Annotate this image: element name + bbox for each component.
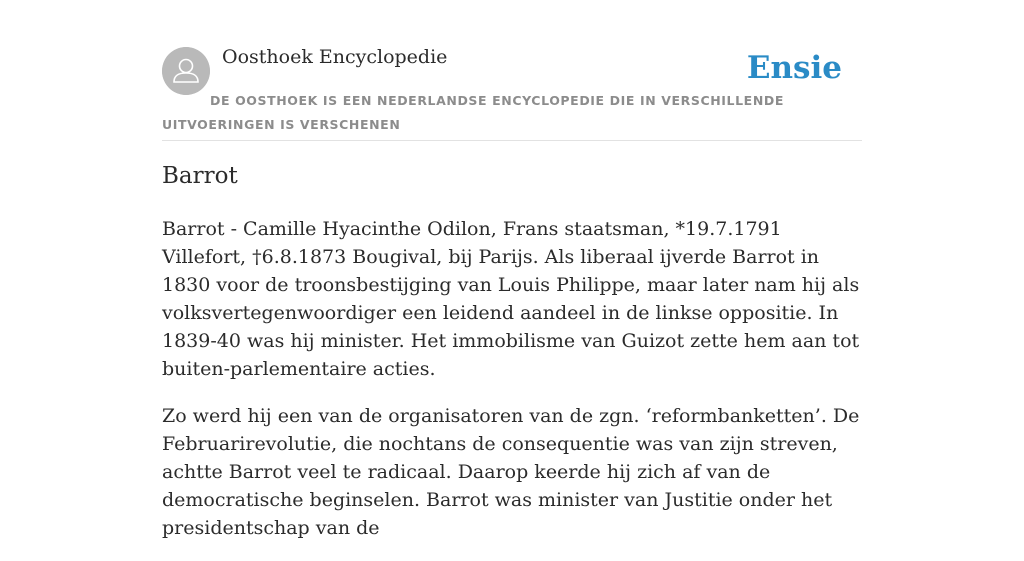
article-paragraph: Zo werd hij een van de organisatoren van de zgn. ‘reformbanketten’. De Februarirevolutie, die nochtans de consequentie was van zijn streven, achtte Barrot veel te radicaal. Daarop keerde hij zich af van de democratische beginselen. Barrot was minister van Justitie onder het presidentschap van de [162,405,860,539]
site-name[interactable]: Oosthoek Encyclopedie [222,46,448,68]
page-container [162,0,862,539]
site-header [162,0,862,141]
user-icon[interactable] [162,47,210,95]
article-paragraph: Barrot - Camille Hyacinthe Odilon, Frans staatsman, *19.7.1791 Villefort, †6.8.1873 Bougival, bij Parijs. Als liberaal ijverde Barrot in 1830 voor de troonsbestijging van Louis Philippe, maar later nam hij als volksvertegenwoordiger een leidend aandeel in de linkse oppositie. In 1839-40 was hij minister. Het immobilisme van Guizot zette hem aan tot buiten-parlementaire acties. [162,218,860,380]
article-body [162,215,862,561]
site-tagline: DE OOSTHOEK IS EEN NEDERLANDSE ENCYCLOPEDIE DIE IN VERSCHILLENDE UITVOERINGEN IS VERSCHENEN [162,93,784,132]
brand-logo[interactable]: Ensie [746,50,842,86]
article-title: Barrot [162,163,238,189]
